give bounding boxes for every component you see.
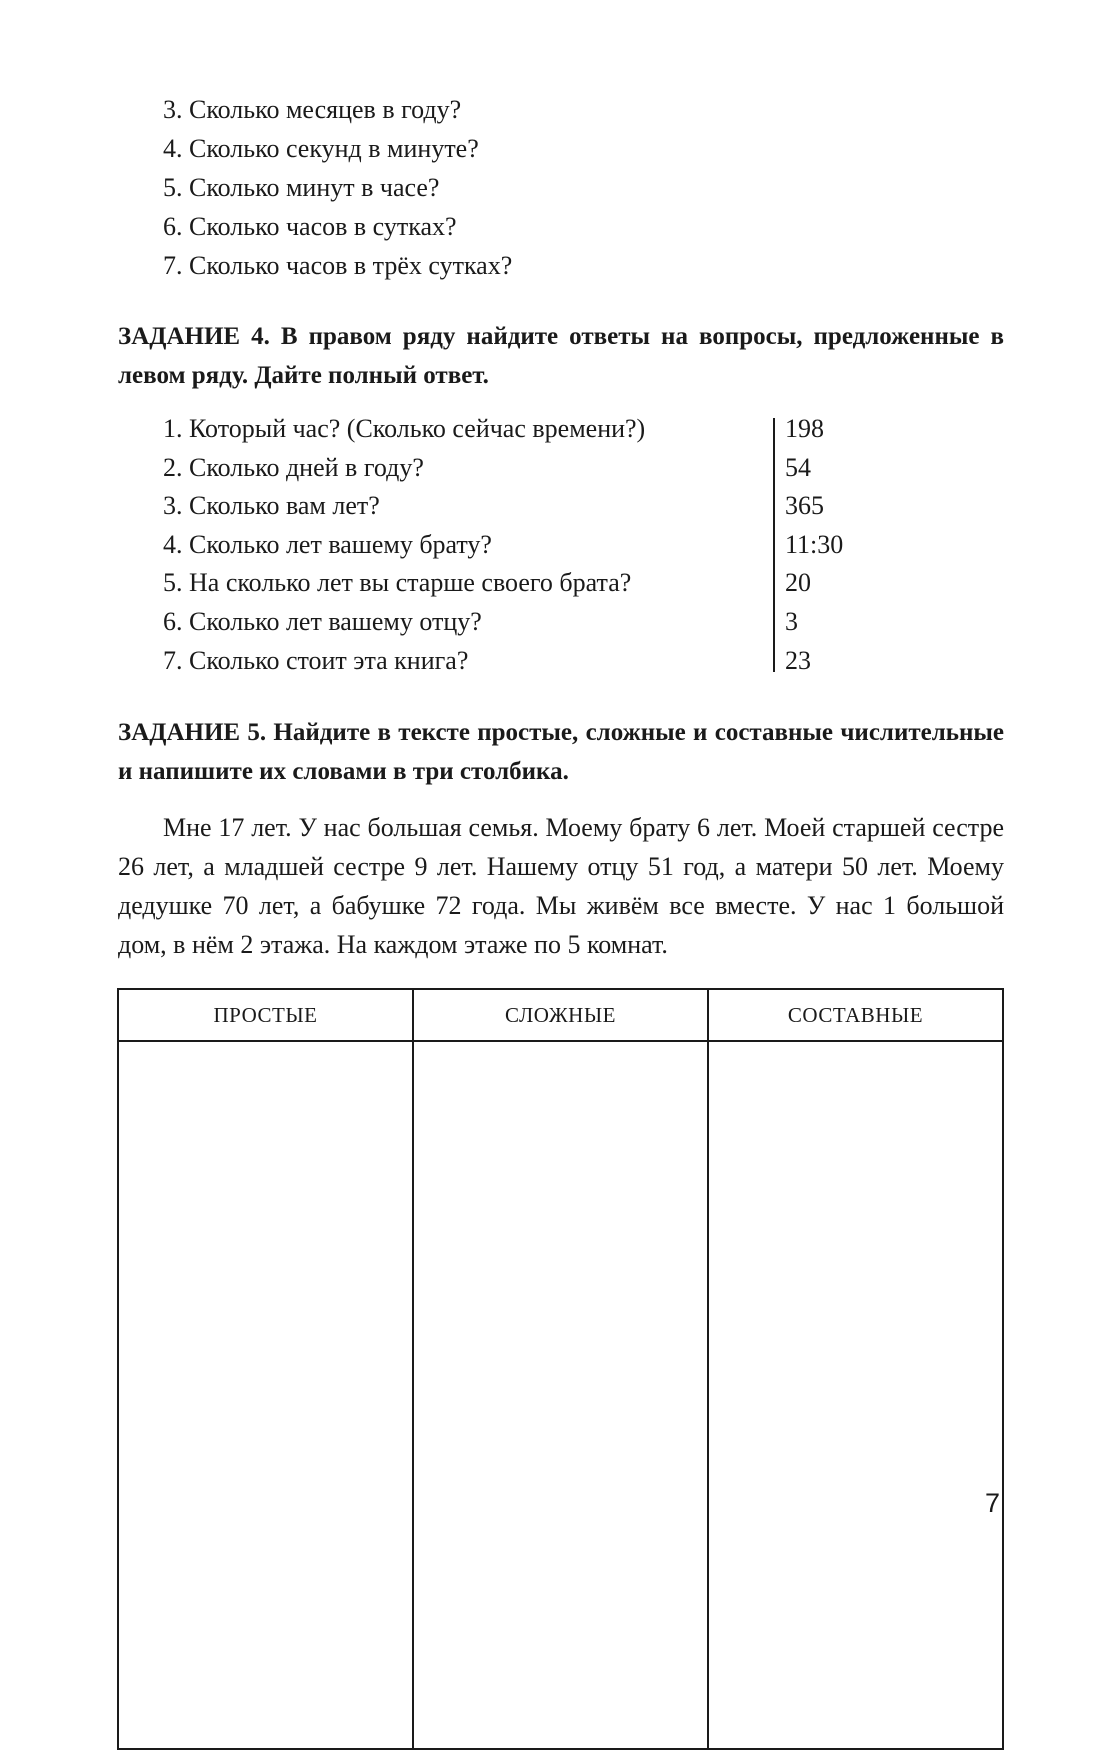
- table-header: СОСТАВНЫЕ: [709, 990, 1002, 1042]
- match-question: 7. Сколько стоит эта книга?: [163, 645, 469, 675]
- table-column-compound: [707, 990, 1002, 1748]
- table-cell[interactable]: [709, 1042, 1002, 1748]
- task5-text: Мне 17 лет. У нас большая семья. Моему брату 6 лет. Моей старшей сестре 26 лет, а младшей сестре 9 лет. Нашему отцу 51 год, а матери 50 лет. Моему дедушке 70 лет, а бабушке 72 года. Мы живём все вместе. У нас 1 большой дом, в нём 2 этажа. На каждом этаже по 5 комнат.: [118, 813, 1004, 959]
- match-answer: 20: [785, 568, 811, 598]
- match-question: 4. Сколько лет вашему брату?: [163, 529, 492, 559]
- match-row: [163, 564, 863, 603]
- match-row: [163, 642, 863, 681]
- match-list: [163, 410, 863, 680]
- list-item: 6. Сколько часов в сутках?: [163, 212, 457, 241]
- table-column-simple: [119, 990, 412, 1748]
- match-answer: 54: [785, 452, 811, 482]
- column-divider: [773, 418, 775, 672]
- match-answer: 11:30: [785, 529, 844, 559]
- table-header: ПРОСТЫЕ: [119, 990, 412, 1042]
- page-number: 7: [985, 1488, 1001, 1518]
- match-answer: 23: [785, 645, 811, 675]
- match-question: 3. Сколько вам лет?: [163, 491, 380, 521]
- match-row: [163, 603, 863, 642]
- match-question: 6. Сколько лет вашему отцу?: [163, 606, 482, 636]
- match-row: [163, 449, 863, 488]
- question-list: [163, 90, 512, 285]
- list-item: 7. Сколько часов в трёх сутках?: [163, 251, 513, 280]
- match-answer: 3: [785, 606, 798, 636]
- match-question: 5. На сколько лет вы старше своего брата?: [163, 568, 632, 598]
- table-column-complex: [412, 990, 707, 1748]
- task4-title: ЗАДАНИЕ 4. В правом ряду найдите ответы на вопросы, предложенные в левом ряду. Дайте полный ответ.: [118, 323, 1004, 389]
- task5-title: ЗАДАНИЕ 5. Найдите в тексте простые, сложные и составные числительные и напишите их словами в три столбика.: [118, 719, 1004, 785]
- match-answer: 198: [785, 414, 824, 443]
- match-row: [163, 487, 863, 526]
- table-cell[interactable]: [119, 1042, 412, 1748]
- table-header: СЛОЖНЫЕ: [414, 990, 707, 1042]
- table-cell[interactable]: [414, 1042, 707, 1748]
- list-item: 5. Сколько минут в часе?: [163, 173, 440, 202]
- match-question: 2. Сколько дней в году?: [163, 452, 424, 482]
- match-row: [163, 526, 863, 565]
- list-item: 3. Сколько месяцев в году?: [163, 95, 462, 124]
- list-item: 4. Сколько секунд в минуте?: [163, 134, 479, 163]
- match-question: 1. Который час? (Сколько сейчас времени?): [163, 414, 646, 443]
- match-row: [163, 410, 863, 449]
- numerals-table: [117, 988, 1004, 1750]
- match-answer: 365: [785, 491, 824, 521]
